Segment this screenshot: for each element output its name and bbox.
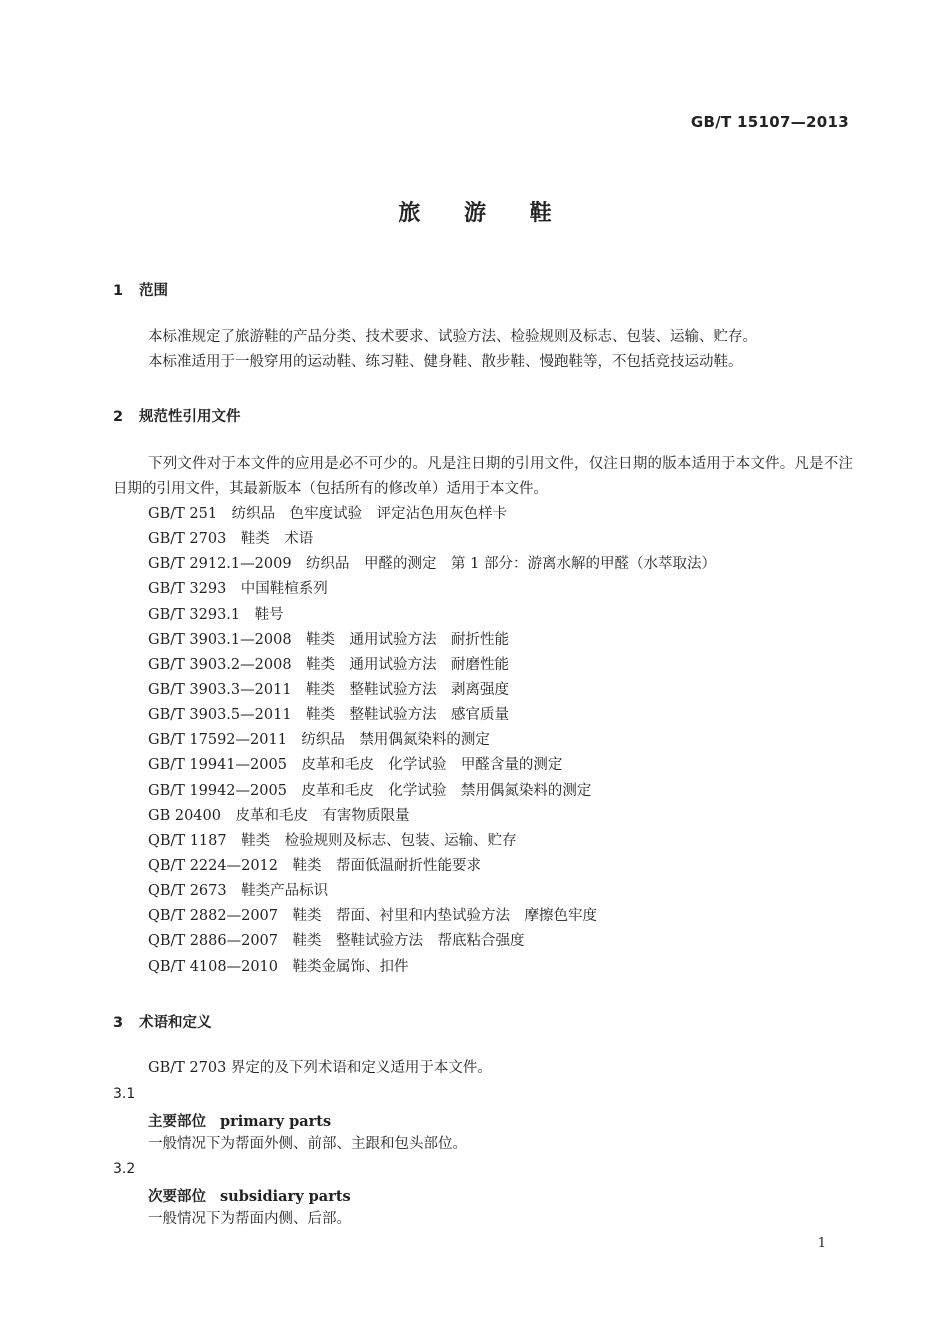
term-english: primary parts [220, 1113, 332, 1130]
reference-item: GB/T 3293 中国鞋楦系列 [148, 581, 328, 598]
reference-item: GB/T 19942—2005 皮革和毛皮 化学试验 禁用偶氮染料的测定 [148, 782, 592, 799]
scope-paragraph-1: 本标准规定了旅游鞋的产品分类、技术要求、试验方法、检验规则及标志、包装、运输、贮存。 [148, 329, 757, 345]
reference-item: QB/T 2673 鞋类产品标识 [148, 883, 329, 900]
term-chinese: 主要部位 [148, 1114, 206, 1130]
reference-item: QB/T 1187 鞋类 检验规则及标志、包装、运输、贮存 [148, 832, 517, 849]
reference-item: QB/T 2224—2012 鞋类 帮面低温耐折性能要求 [148, 857, 482, 874]
reference-item: GB/T 3903.3—2011 鞋类 整鞋试验方法 剥离强度 [148, 681, 510, 698]
section-title: 术语和定义 [139, 1015, 212, 1031]
reference-item: GB/T 3903.5—2011 鞋类 整鞋试验方法 感官质量 [148, 707, 510, 724]
term-heading [148, 1110, 331, 1131]
reference-item: GB/T 3903.2—2008 鞋类 通用试验方法 耐磨性能 [148, 656, 510, 673]
section-number: 1 [113, 283, 124, 299]
reference-item: GB/T 251 纺织品 色牢度试验 评定沾色用灰色样卡 [148, 506, 508, 522]
reference-item: GB 20400 皮革和毛皮 有害物质限量 [148, 807, 410, 824]
reference-item: GB/T 2912.1—2009 纺织品 甲醛的测定 第 1 部分：游离水解的甲醛（水萃取法） [148, 556, 716, 573]
reference-item: GB/T 2703 鞋类 术语 [148, 531, 314, 548]
reference-item: QB/T 2882—2007 鞋类 帮面、衬里和内垫试验方法 摩擦色牢度 [148, 908, 598, 925]
standard-code: GB/T 15107—2013 [690, 113, 849, 131]
section-3-heading [113, 1011, 212, 1032]
reference-item: QB/T 2886—2007 鞋类 整鞋试验方法 帮底粘合强度 [148, 933, 525, 950]
section-title: 范围 [139, 283, 168, 299]
references-intro: 下列文件对于本文件的应用是必不可少的。凡是注日期的引用文件，仅注日期的版本适用于本文件。凡是不注日期的引用文件，其最新版本（包括所有的修改单）适用于本文件。 [113, 456, 853, 497]
term-heading [148, 1185, 351, 1206]
section-number: 2 [113, 409, 124, 425]
section-number: 3 [113, 1015, 124, 1031]
term-number: 3.2 [113, 1161, 136, 1177]
scope-paragraph-2: 本标准适用于一般穿用的运动鞋、练习鞋、健身鞋、散步鞋、慢跑鞋等，不包括竞技运动鞋。 [148, 354, 743, 370]
document-title: 旅 游 鞋 [398, 201, 570, 226]
term-chinese: 次要部位 [148, 1189, 206, 1205]
section-1-heading [113, 279, 168, 300]
term-definition: 一般情况下为帮面内侧、后部。 [148, 1211, 351, 1227]
section-2-heading [113, 405, 241, 426]
term-number: 3.1 [113, 1086, 136, 1102]
section-title: 规范性引用文件 [139, 409, 241, 425]
term-english: subsidiary parts [220, 1188, 351, 1205]
reference-item: GB/T 19941—2005 皮革和毛皮 化学试验 甲醛含量的测定 [148, 757, 563, 774]
reference-item: GB/T 3903.1—2008 鞋类 通用试验方法 耐折性能 [148, 631, 510, 648]
reference-list [148, 502, 716, 980]
reference-item: QB/T 4108—2010 鞋类金属饰、扣件 [148, 958, 409, 975]
term-definition: 一般情况下为帮面外侧、前部、主跟和包头部位。 [148, 1136, 467, 1152]
page-number: 1 [817, 1236, 826, 1251]
reference-item: GB/T 17592—2011 纺织品 禁用偶氮染料的测定 [148, 732, 490, 749]
terms-intro: GB/T 2703 界定的及下列术语和定义适用于本文件。 [148, 1060, 492, 1076]
reference-item: GB/T 3293.1 鞋号 [148, 606, 284, 623]
